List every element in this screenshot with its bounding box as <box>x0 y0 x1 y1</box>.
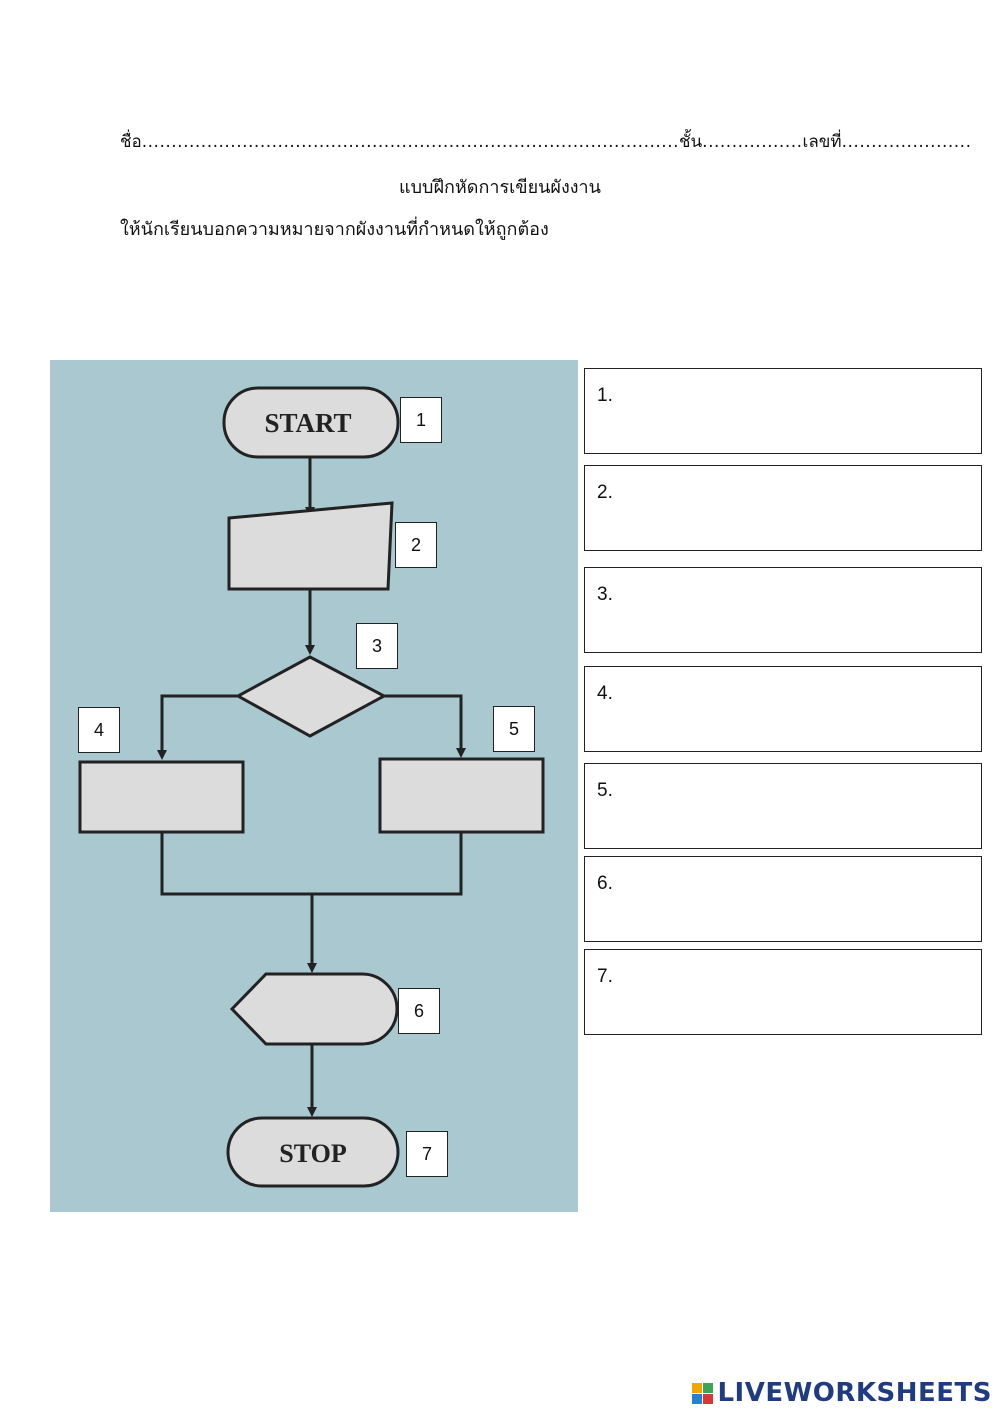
answer-label-6: 6. <box>597 873 613 894</box>
answer-input-4[interactable] <box>625 677 971 709</box>
answer-input-5[interactable] <box>625 774 971 806</box>
answer-box-7[interactable] <box>584 949 982 1035</box>
answer-input-6[interactable] <box>625 867 971 899</box>
logo-square-3 <box>692 1394 702 1404</box>
instruction-text: ให้นักเรียนบอกความหมายจากผังงานที่กำหนดให้ถูกต้อง <box>120 219 549 240</box>
process-box-right <box>380 759 543 832</box>
class-label: ชั้น <box>679 132 703 152</box>
liveworksheets-icon <box>692 1383 713 1404</box>
answer-box-2[interactable] <box>584 465 982 551</box>
arrow-decision-right <box>384 696 461 753</box>
marker-6: 6 <box>398 988 440 1034</box>
class-field[interactable]: ................. <box>702 132 803 152</box>
liveworksheets-logo <box>692 1378 992 1408</box>
answer-box-4[interactable] <box>584 666 982 752</box>
number-label: เลขที่ <box>802 132 842 152</box>
answer-label-7: 7. <box>597 966 613 987</box>
number-field[interactable]: ...................... <box>841 132 972 152</box>
marker-4: 4 <box>78 707 120 753</box>
worksheet-title: แบบฝึกหัดการเขียนผังงาน <box>399 177 601 198</box>
flowchart-diagram <box>50 360 578 1212</box>
answer-input-3[interactable] <box>625 578 971 610</box>
answer-input-7[interactable] <box>625 960 971 992</box>
logo-square-4 <box>703 1394 713 1404</box>
answer-label-3: 3. <box>597 584 613 605</box>
marker-1: 1 <box>400 397 442 443</box>
process-box-left <box>80 762 243 832</box>
merge-line <box>162 832 461 894</box>
stop-text: STOP <box>279 1139 347 1168</box>
name-field[interactable]: ........................................................................................... <box>141 132 679 152</box>
marker-7: 7 <box>406 1131 448 1177</box>
answer-box-1[interactable] <box>584 368 982 454</box>
marker-5: 5 <box>493 706 535 752</box>
input-parallelogram <box>229 503 392 589</box>
arrow-decision-left <box>162 696 238 755</box>
answer-box-5[interactable] <box>584 763 982 849</box>
student-info-line <box>120 128 972 155</box>
flowchart-image <box>50 360 578 1212</box>
marker-2: 2 <box>395 522 437 568</box>
answer-box-3[interactable] <box>584 567 982 653</box>
answer-label-5: 5. <box>597 780 613 801</box>
name-label: ชื่อ <box>120 132 142 152</box>
answer-input-1[interactable] <box>625 379 971 411</box>
logo-square-2 <box>703 1383 713 1393</box>
answer-input-2[interactable] <box>625 476 971 508</box>
answer-box-6[interactable] <box>584 856 982 942</box>
logo-square-1 <box>692 1383 702 1393</box>
marker-3: 3 <box>356 623 398 669</box>
brand-text: LIVEWORKSHEETS <box>717 1378 992 1408</box>
answer-label-4: 4. <box>597 683 613 704</box>
answer-label-1: 1. <box>597 385 613 406</box>
answer-label-2: 2. <box>597 482 613 503</box>
display-symbol <box>232 974 397 1044</box>
start-text: START <box>264 408 352 438</box>
